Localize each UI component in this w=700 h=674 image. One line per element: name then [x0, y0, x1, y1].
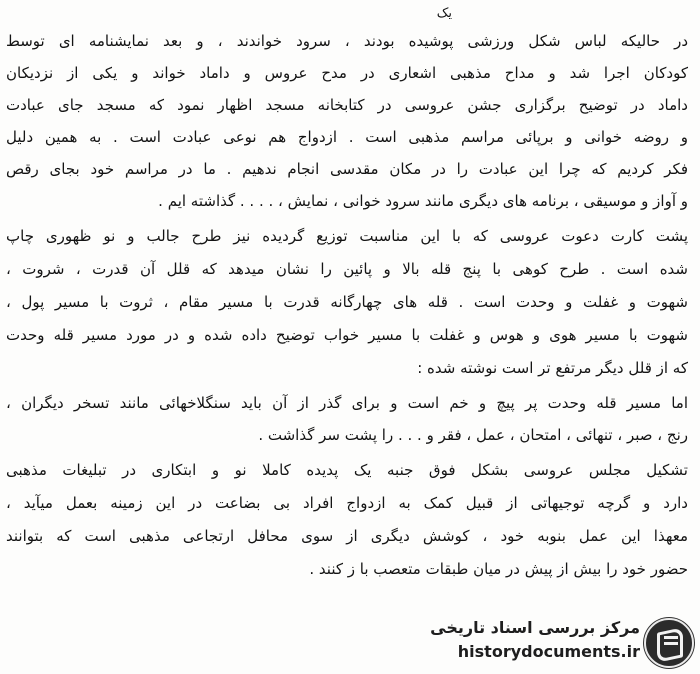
archive-watermark	[394, 614, 694, 668]
text-line: رنج ، صبر ، تنهائی ، امتحان ، عمل ، فقر و . . . را پشت سر گذاشت .	[258, 426, 688, 444]
watermark-url: historydocuments.ir	[457, 642, 640, 661]
text-line: که از قلل دیگر مرتفع تر است نوشته شده :	[417, 359, 688, 377]
handwritten-insert-word: یک	[436, 6, 452, 21]
text-line: پشت کارت دعوت عروسی که با این مناسبت توزیع گردیده نیز طرح جالب و نو ظهوری چاپ	[6, 227, 688, 245]
text-line: کودکان اجرا شد و مداح مذهبی اشعاری در مدح عروس و داماد خواند و یکی از نزدیکان	[6, 64, 688, 82]
text-line: داماد در توضیح برگزاری جشن عروسی در کتابخانه مسجد اظهار نمود که مسجد جای عبادت	[6, 96, 688, 114]
text-line: تشکیل مجلس عروسی بشکل فوق جنبه یک پدیده کاملا نو و ابتکاری در تبلیغات مذهبی	[6, 461, 688, 479]
text-line: و آواز و موسیقی ، برنامه های دیگری مانند سرود خوانی ، نمایش ، . . . . گذاشته ایم .	[158, 192, 688, 210]
text-line: شده است . طرح کوهی با پنج قله بالا و پائین را نشان میدهد که قلل آن قدرت ، شروت ،	[6, 260, 688, 278]
text-line: حضور خود را بیش از پیش در میان طبقات متعصب با ز کنند .	[309, 560, 688, 578]
watermark-title: مرکز بررسی اسناد تاریخی	[430, 618, 640, 637]
text-line: معهذا این عمل بنوبه خود ، کوشش دیگری از سوی محافل ارتجاعی مذهبی است که بتوانند	[6, 527, 688, 545]
text-line: اما مسیر قله وحدت پر پیچ و خم است و برای گذر از آن باید سنگلاخهائی مانند تسخر دیگران ،	[6, 394, 688, 412]
text-line: در حالیکه لباس شکل ورزشی پوشیده بودند ، سرود خواندند ، و بعد نمایشنامه ای توسط	[6, 32, 688, 50]
text-line: شهوت با مسیر هوی و هوس و غفلت با مسیر خواب توضیح داده شده و در مورد مسیر قله وحدت	[6, 326, 688, 344]
text-line: فکر کردیم که چرا این عبادت را در مکان مقدسی انجام ندهیم . ما در مراسم خود بجای رقص	[6, 160, 688, 178]
text-line: دارد و گرچه توجیهاتی از قبیل کمک به ازدواج افراد بی بضاعت در این زمینه بعمل میآید ،	[6, 494, 688, 512]
text-line: شهوت و غفلت و وحدت است . قله های چهارگانه قدرت با مسیر مقام ، ثروت با مسیر پول ،	[6, 293, 688, 311]
text-line: و روضه خوانی و برپائی مراسم مذهبی است . ازدواج هم نوعی عبادت است . به همین دلیل	[6, 128, 688, 146]
archive-emblem-icon	[644, 618, 694, 668]
